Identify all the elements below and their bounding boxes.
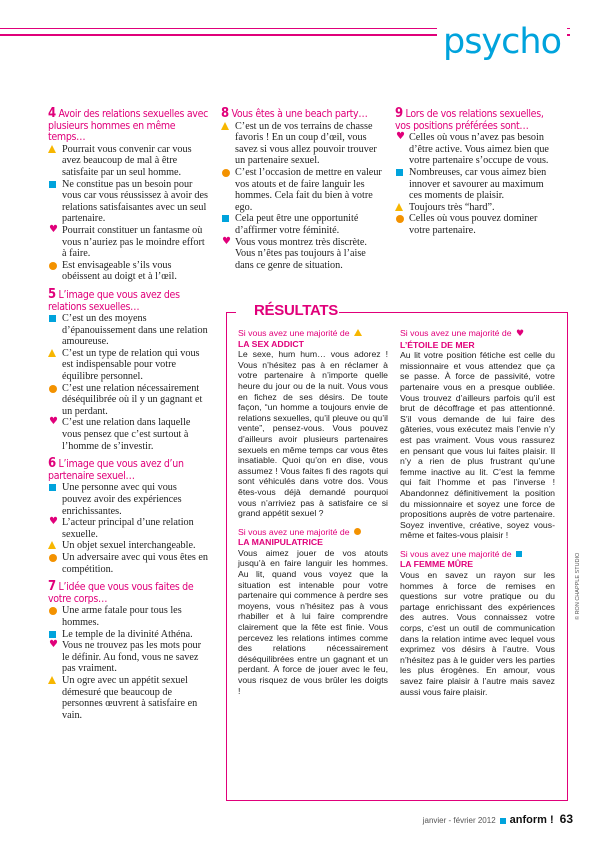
option: C’est un de vos terrains de chasse favoris ! En un coup d’œil, vous savez si vous allez pouvoir trouver un partenaire sexuel.: [221, 121, 386, 167]
result-profile: L’ÉTOILE DE MER: [400, 339, 475, 350]
question-number: 4: [48, 106, 56, 121]
heart-icon: ♥: [222, 235, 231, 247]
option: ♥ Vous ne trouvez pas les mots pour le définir. Au fond, vous ne savez pas vraiment.: [49, 639, 202, 675]
option: C’est l’occasion de mettre en valeur vos atouts et de faire languir les hommes. Cela fait du bien à votre ego.: [221, 167, 386, 213]
option: ♥ Vous vous montrez très discrète. Vous n’êtes pas toujours à l’aise dans ce genre de situation.: [222, 235, 367, 271]
question-number: 7: [48, 579, 56, 595]
question-title: L’image que vous avez d’un partenaire sexuel…: [48, 458, 184, 482]
results-title: RÉSULTATS: [254, 302, 338, 319]
triangle-icon: [221, 122, 229, 130]
dot-icon: [354, 528, 361, 535]
heart-icon: ♥: [49, 416, 58, 428]
question-number: 6: [48, 456, 56, 472]
option: ♥ L’acteur principal d’une relation sexuelle.: [49, 516, 194, 540]
result-intro: Si vous avez une majorité de: [400, 549, 555, 560]
result-profile: LA SEX ADDICT: [238, 338, 304, 349]
section-title: psycho: [437, 22, 567, 62]
option: Un objet sexuel interchangeable.: [48, 540, 208, 552]
square-icon: [222, 215, 229, 222]
heart-icon: ♥: [49, 639, 58, 651]
question-number: 8: [221, 106, 229, 121]
magazine-name: anform !: [509, 814, 554, 826]
photo-credit: © RON CHAPPLE STUDIO: [575, 552, 581, 620]
square-icon: [49, 315, 56, 322]
option: ♥ Celles où vous n’avez pas besoin d’être active. Vous aimez bien que votre partenaire s’occupe de vous.: [396, 131, 549, 167]
dot-icon: [49, 607, 57, 615]
footer: [423, 812, 573, 826]
option: ♥ C’est une relation dans laquelle vous pensez que c’est surtout à l’homme de s’investir.: [49, 416, 191, 452]
question-title: L’image que vous avez des relations sexuelles…: [48, 288, 180, 313]
triangle-icon: [48, 541, 56, 549]
question-number: 9: [395, 106, 403, 121]
page-number: 63: [559, 812, 573, 826]
result-profile: LA MANIPULATRICE: [238, 537, 323, 548]
column-left: [48, 108, 208, 727]
triangle-icon: [48, 676, 56, 684]
option: Celles où vous pouvez dominer votre partenaire.: [395, 213, 555, 236]
question-title: L’idée que vous vous faites de votre corps…: [48, 581, 194, 605]
option: Est envisageable s’ils vous obéissent au doigt et à l’œil.: [48, 260, 208, 283]
result-intro: Si vous avez une majorité de ♥: [400, 328, 525, 339]
column-right: [395, 108, 555, 243]
heart-icon: ♥: [49, 223, 58, 235]
result-text: Vous en savez un rayon sur les hommes à force de remises en questions sur votre pratique ou du partage enrichissant des expériences des autres. Vous connaissez votre corps, c’est un outil de communication dans la relation intime avec lequel vous exprimez vos désirs à l’autre. Vous n’hésitez pas à le guider vers les parties les plus érogènes. En amour, vous savez faire plaisir à l’autre mais savez aussi vous faire plaisir.: [400, 570, 555, 697]
heart-icon: ♥: [49, 516, 58, 528]
question-5: [48, 286, 208, 452]
option: Le temple de la divinité Athéna.: [48, 629, 208, 641]
question-title: Vous êtes à une beach party…: [231, 108, 368, 120]
square-icon: [396, 169, 403, 176]
results-column-right: [400, 328, 555, 705]
dot-icon: [49, 262, 57, 270]
option: Un adversaire avec qui vous êtes en compétition.: [48, 552, 208, 575]
question-number: 5: [48, 286, 56, 302]
dot-icon: [49, 385, 57, 393]
option: C’est un type de relation qui vous est indispensable pour votre équilibre personnel.: [48, 348, 208, 383]
option: ♥ Pourrait constituer un fantasme où vous n’auriez pas le moindre effort à faire.: [49, 223, 205, 260]
option: C’est une relation nécessairement déséquilibrée où il y un gagnant et un perdant.: [48, 383, 208, 418]
question-8: [221, 108, 386, 271]
column-middle: [221, 108, 386, 277]
option: Une arme fatale pour tous les hommes.: [48, 605, 208, 628]
question-9: [395, 108, 555, 237]
square-icon: [49, 181, 56, 188]
heart-icon: ♥: [396, 131, 405, 143]
question-7: [48, 581, 208, 721]
option: Toujours très “hard”.: [395, 202, 555, 214]
square-icon: [500, 818, 506, 824]
square-icon: [49, 631, 56, 638]
result-intro: Si vous avez une majorité de: [238, 527, 388, 538]
question-title: Avoir des relations sexuelles avec plusieurs hommes en même temps…: [48, 108, 209, 144]
option: Un ogre avec un appétit sexuel démesuré que beaucoup de personnes œuvrent à satisfaire en vain.: [48, 675, 208, 721]
result-profile: LA FEMME MÛRE: [400, 559, 474, 570]
option: C’est un des moyens d’épanouissement dans une relation amoureuse.: [48, 313, 208, 348]
option: Nombreuses, car vous aimez bien innover et savourer au maximum ces moments de plaisir.: [395, 167, 555, 202]
result-text: Au lit votre position fétiche est celle du missionnaire et vous attendez que ça se passe. À force de passivité, votre partenaire vous en a presque oubliée. Vous trouvez d’ailleurs parfois qu’il est brut de décoffrage et pas attentionné. S’il vous demande de lui faire des gâteries, vous exécutez mais l’envie n’y est pas vraiment. Vous vous rassurez en pensant que vous lui faites plaisir. Il n’y a rien de plus frustrant qu’une femme inactive au lit. C’est la femme qui fait l’homme et pas l’inverse ! Abandonnez définitivement la position du missionnaire et soyez une force de propositions auprès de votre partenaire. Soyez inventive, créative, soyez vous-même et faites-vous plaisir !: [400, 350, 555, 541]
dot-icon: [396, 215, 404, 223]
triangle-icon: [48, 349, 56, 357]
result-text: Vous aimez jouer de vos atouts jusqu’à en faire languir les hommes. Au lit, quand vous voyez que la situation est intenable pour votre partenaire qui commence à perdre ses moyens, vous n’hésitez pas à vous rhabiller et à lui faire comprendre clairement que la fête est finie. Vous percevez les relations intimes comme des relations nécessairement déséquilibrées entre un gagnant et un perdant. À force de jouer avec le feu, vous risquez de vous brûler les doigts !: [238, 547, 388, 696]
issue-date: janvier - février 2012: [422, 816, 496, 825]
result-text: Le sexe, hum hum… vous adorez ! Vous n’hésitez pas à en réclamer à votre partenaire à n’importe quelle heure du jour ou de la nuit. Vous vous en fichez de ses désirs. De toute façon, “un homme a toujours envie de relations sexuelles, qu’il pleuve ou qu’il vente”, pensez-vous. Vous pouvez d’ailleurs avoir plusieurs partenaires sexuels en même temps car vous êtes insatiable. Quoi qu’on en dise, vous assumez ! Vous faites fi des ragots qui sont véhiculés dans votre dos. Vous êtes-vous déjà demandé pourquoi vous n’arriviez pas à satisfaire ce si grand appétit sexuel ?: [238, 349, 388, 519]
triangle-icon: [354, 329, 362, 336]
question-4: [48, 108, 208, 283]
result-intro: Si vous avez une majorité de: [238, 328, 388, 339]
dot-icon: [49, 554, 57, 562]
option: Cela peut être une opportunité d’affirmer votre féminité.: [221, 213, 386, 236]
triangle-icon: [48, 145, 56, 153]
results-column-left: [238, 328, 388, 704]
square-icon: [49, 484, 56, 491]
option: Une personne avec qui vous pouvez avoir des expériences enrichissantes.: [48, 482, 208, 517]
question-6: [48, 458, 208, 575]
heart-icon: ♥: [515, 329, 525, 339]
question-title: Lors de vos relations sexuelles, vos positions préférées sont…: [395, 108, 544, 132]
dot-icon: [222, 169, 230, 177]
triangle-icon: [395, 203, 403, 211]
option: Pourrait vous convenir car vous avez beaucoup de mal à être satisfaite par un seul homme.: [48, 144, 208, 179]
option: Ne constitue pas un besoin pour vous car vous réussissez à avoir des relations satisfaisantes avec un seul partenaire.: [48, 179, 208, 225]
square-icon: [516, 551, 522, 557]
